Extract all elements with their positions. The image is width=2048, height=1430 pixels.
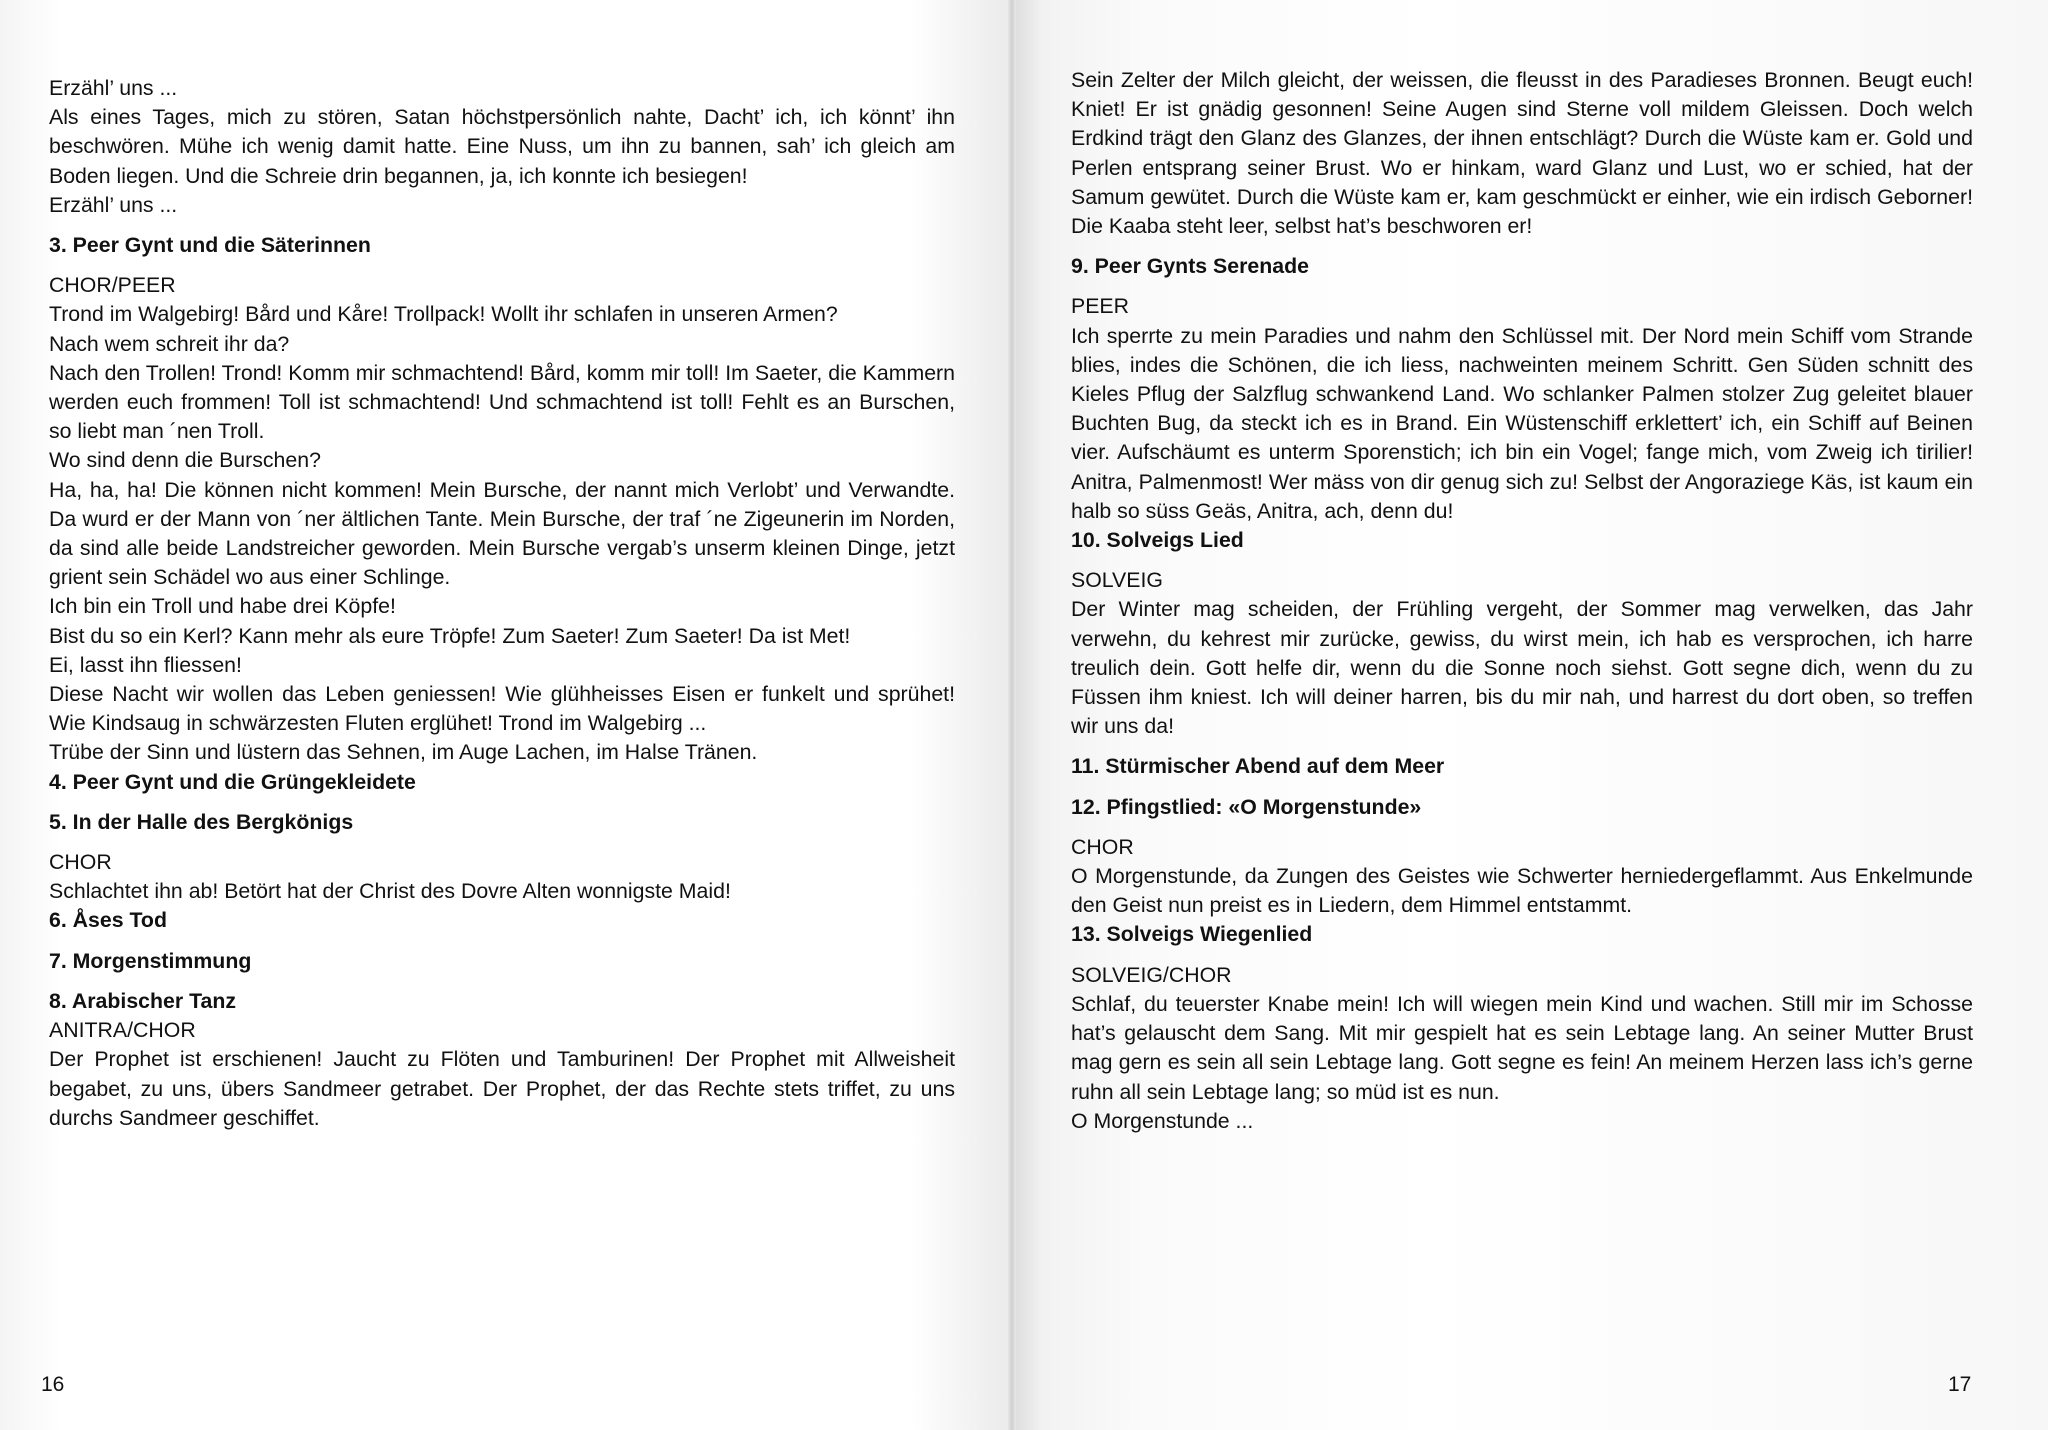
- speaker-label: CHOR/PEER: [49, 273, 176, 298]
- text-line: Ei, lasst ihn fliessen!: [49, 652, 242, 677]
- page-number-right: 17: [1948, 1373, 1972, 1396]
- text-line: O Morgenstunde ...: [1071, 1108, 1254, 1133]
- text-paragraph: Nach den Trollen! Trond! Komm mir schmachtend! Bård, komm mir toll! Im Saeter, die Kammern werden euch frommen! Toll ist schmachtend! Und schmachtend ist toll! Fehlt es an Burschen, so liebt man ´nen Troll.: [49, 360, 955, 444]
- text-paragraph: Diese Nacht wir wollen das Leben geniessen! Wie glühheisses Eisen er funkelt und sprühet! Wie Kindsaug in schwärzesten Fluten erglühet! Trond im Walgebirg ...: [49, 682, 955, 736]
- section-heading: 4. Peer Gynt und die Grüngekleidete: [49, 769, 416, 794]
- right-page-text: [1071, 66, 1973, 1136]
- text-paragraph: Der Winter mag scheiden, der Frühling vergeht, der Sommer mag verwelken, das Jahr verwehn, du kehrest mir zurücke, gewiss, du wirst mein, ich hab es versprochen, ich harre treulich dein. Gott helfe dir, wenn du die Sonne noch siehst. Gott segne dich, wenn du zu Füssen ihm kniest. Ich will deiner harren, bis du mir nah, und harrest du dort oben, so treffen wir uns da!: [1071, 597, 1973, 739]
- text-paragraph: Ich sperrte zu mein Paradies und nahm den Schlüssel mit. Der Nord mein Schiff vom Strande blies, indes die Schönen, die ich liess, nachweinten meinem Schritt. Gen Süden schnitt des Kieles Pflug der Salzflug schwankend Land. Wo schlanker Palmen stolzer Zug geleitet blauer Buchten Bug, da steckt ich es in Brand. Ein Wüstenschiff erklettert’ ich, ein Schiff auf Beinen vier. Aufschäumt es unterm Sporenstich; ich bin ein Vogel; fange mich, vom Zweig ich tirilier! Anitra, Palmenmost! Wer mäss von dir genug sich zu! Selbst der Angoraziege Käs, ist kaum ein halb so süss Geäs, Anitra, ach, denn du!: [1071, 323, 1973, 523]
- section-heading: 12. Pfingstlied: «O Morgenstunde»: [1071, 794, 1422, 819]
- text-paragraph: Als eines Tages, mich zu stören, Satan höchstpersönlich nahte, Dacht’ ich, ich könnt’ ihn beschwören. Mühe ich wenig damit hatte. Eine Nuss, um ihn zu bannen, sah’ ich gleich am Boden liegen. Und die Schreie drin begannen, ja, ich konnte ich besiegen!: [49, 105, 955, 188]
- left-page-text: [49, 74, 955, 1133]
- page-number-left: 16: [41, 1373, 65, 1396]
- text-line: Ich bin ein Troll und habe drei Köpfe!: [49, 594, 396, 619]
- section-heading: 7. Morgenstimmung: [49, 948, 252, 973]
- section-heading: 11. Stürmischer Abend auf dem Meer: [1071, 754, 1445, 779]
- speaker-label: SOLVEIG/CHOR: [1071, 962, 1232, 987]
- speaker-label: CHOR: [1071, 834, 1134, 859]
- text-paragraph: Der Prophet ist erschienen! Jaucht zu Flöten und Tamburinen! Der Prophet mit Allweisheit begabet, zu uns, übers Sandmeer getrabet. Der Prophet, der das Rechte stets triffet, zu uns durchs Sandmeer geschiffet.: [49, 1047, 955, 1130]
- text-paragraph: Schlaf, du teuerster Knabe mein! Ich will wiegen mein Kind und wachen. Still mir im Schosse hat’s gelauscht dem Sang. Mit mir gespielt hat es sein Lebtage lang. An seiner Mutter Brust mag gern es sein all sein Lebtage lang. Gott segne es fein! An meinem Herzen lass ich’s gerne ruhn all sein Lebtage lang; so müd ist es nun.: [1071, 991, 1973, 1104]
- text-paragraph: Bist du so ein Kerl? Kann mehr als eure Tröpfe! Zum Saeter! Zum Saeter! Da ist Met!: [49, 623, 851, 648]
- speaker-label: PEER: [1071, 294, 1129, 319]
- book-gutter: [1008, 0, 1016, 1430]
- text-line: Erzähl’ uns ...: [49, 192, 178, 217]
- speaker-label: CHOR: [49, 850, 112, 875]
- speaker-label: ANITRA/CHOR: [49, 1018, 196, 1043]
- text-paragraph: O Morgenstunde, da Zungen des Geistes wie Schwerter herniedergeflammt. Aus Enkelmunde den Geist nun preist es in Liedern, dem Himmel entstammt.: [1071, 864, 1973, 918]
- text-paragraph: Sein Zelter der Milch gleicht, der weissen, die fleusst in des Paradieses Bronnen. Beugt euch! Kniet! Er ist gnädig gesonnen! Seine Augen sind Sterne voll mildem Gleissen. Doch welch Erdkind trägt den Glanz des Glanzes, der ihnen entschlägt? Durch die Wüste kam er. Gold und Perlen entsprang seiner Brust. Wo er hinkam, ward Glanz und Lust, wo er schied, hat der Samum gewütet. Durch die Wüste kam er, kam geschmückt er einher, wie ein irdisch Geborner! Die Kaaba steht leer, selbst hat’s beschworen er!: [1071, 68, 1973, 239]
- text-line: Nach wem schreit ihr da?: [49, 331, 290, 356]
- text-line: Erzähl’ uns ...: [49, 76, 178, 100]
- section-heading: 5. In der Halle des Bergkönigs: [49, 809, 354, 834]
- section-heading: 8. Arabischer Tanz: [49, 988, 237, 1013]
- text-line: Schlachtet ihn ab! Betört hat der Christ des Dovre Alten wonnigste Maid!: [49, 879, 731, 904]
- section-heading: 6. Åses Tod: [49, 908, 167, 933]
- section-heading: 9. Peer Gynts Serenade: [1071, 254, 1309, 279]
- text-paragraph: Ha, ha, ha! Die können nicht kommen! Mein Bursche, der nannt mich Verlobt’ und Verwandte. Da wurd er der Mann von ´ner ältlichen Tante. Mein Bursche, der traf ´ne Zigeunerin im Norden, da sind alle beide Landstreicher geworden. Mein Bursche vergab’s unserm kleinen Dinge, jetzt grient sein Schädel wo aus einer Schlinge.: [49, 477, 955, 590]
- text-paragraph: Trond im Walgebirg! Bård und Kåre! Trollpack! Wollt ihr schlafen in unseren Armen?: [49, 302, 838, 327]
- text-line: Wo sind denn die Burschen?: [49, 448, 321, 473]
- section-heading: 13. Solveigs Wiegenlied: [1071, 922, 1313, 947]
- section-heading: 3. Peer Gynt und die Säterinnen: [49, 233, 371, 258]
- speaker-label: SOLVEIG: [1071, 568, 1163, 593]
- section-heading: 10. Solveigs Lied: [1071, 528, 1244, 553]
- text-line: Trübe der Sinn und lüstern das Sehnen, im Auge Lachen, im Halse Tränen.: [49, 740, 758, 765]
